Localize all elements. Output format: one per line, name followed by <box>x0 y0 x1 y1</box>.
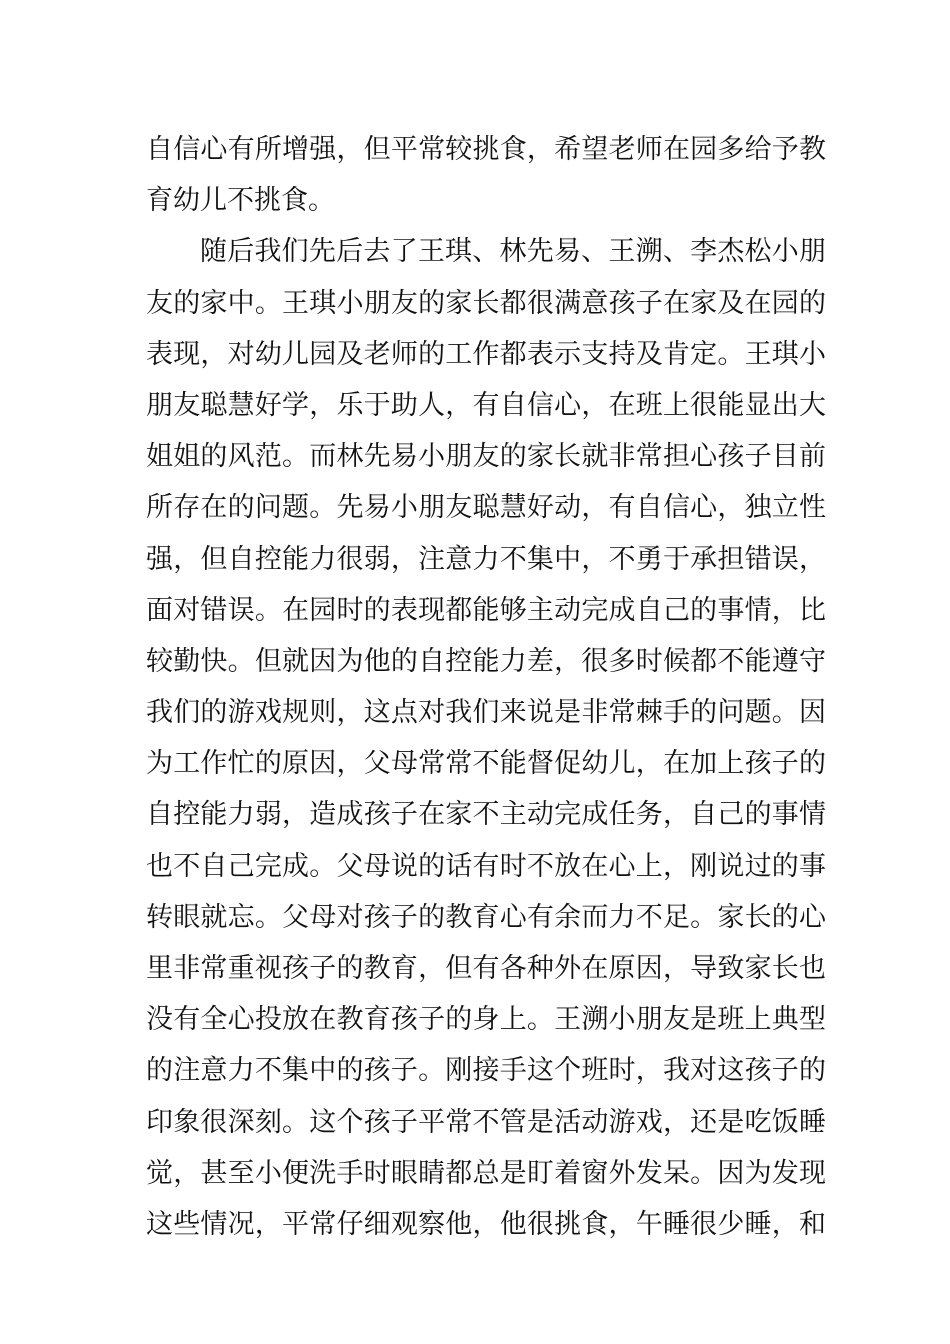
text-line: 姐姐的风范。而林先易小朋友的家长就非常担心孩子目前 <box>146 441 826 473</box>
paragraph-first-line: 随后我们先后去了王琪、林先易、王溯、李杰松小朋 <box>200 236 826 268</box>
text-line: 没有全心投放在教育孩子的身上。王溯小朋友是班上典型 <box>146 1004 826 1036</box>
text-line: 自控能力弱，造成孩子在家不主动完成任务，自己的事情 <box>146 799 826 831</box>
text-line: 印象很深刻。这个孩子平常不管是活动游戏，还是吃饭睡 <box>146 1106 826 1138</box>
text-line: 觉，甚至小便洗手时眼睛都总是盯着窗外发呆。因为发现 <box>146 1157 826 1189</box>
text-line: 友的家中。王琪小朋友的家长都很满意孩子在家及在园的 <box>146 287 826 319</box>
text-line: 所存在的问题。先易小朋友聪慧好动，有自信心，独立性 <box>146 492 826 524</box>
text-line: 自信心有所增强，但平常较挑食，希望老师在园多给予教 <box>146 134 826 165</box>
text-line: 我们的游戏规则，这点对我们来说是非常棘手的问题。因 <box>146 697 826 729</box>
text-line: 的注意力不集中的孩子。刚接手这个班时，我对这孩子的 <box>146 1055 826 1087</box>
text-line: 转眼就忘。父母对孩子的教育心有余而力不足。家长的心 <box>146 901 826 933</box>
text-line: 育幼儿不挑食。 <box>146 185 335 217</box>
text-line: 里非常重视孩子的教育，但有各种外在原因，导致家长也 <box>146 953 826 984</box>
text-line: 面对错误。在园时的表现都能够主动完成自己的事情，比 <box>146 594 826 626</box>
text-line: 也不自己完成。父母说的话有时不放在心上，刚说过的事 <box>146 850 826 882</box>
text-line: 表现，对幼儿园及老师的工作都表示支持及肯定。王琪小 <box>146 338 826 370</box>
body-text <box>146 124 826 1250</box>
text-line: 为工作忙的原因，父母常常不能督促幼儿，在加上孩子的 <box>146 748 826 780</box>
text-line: 朋友聪慧好学，乐于助人，有自信心，在班上很能显出大 <box>146 389 826 421</box>
text-line: 强，但自控能力很弱，注意力不集中，不勇于承担错误， <box>146 543 826 575</box>
text-line: 这些情况，平常仔细观察他，他很挑食，午睡很少睡，和 <box>146 1208 826 1240</box>
text-line: 较勤快。但就因为他的自控能力差，很多时候都不能遵守 <box>146 645 826 677</box>
